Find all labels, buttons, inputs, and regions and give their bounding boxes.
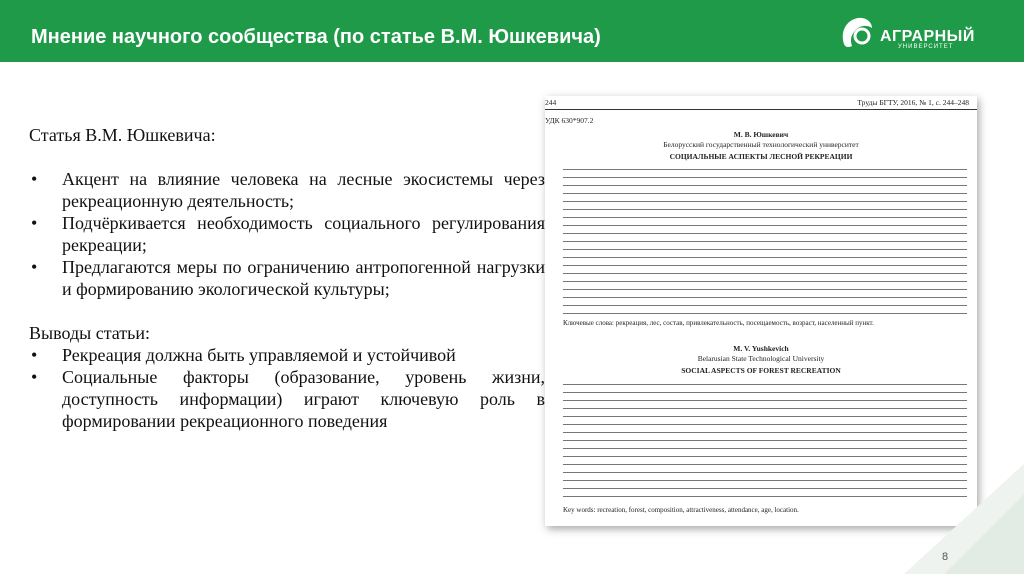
conclusions-title: Выводы статьи: — [29, 323, 151, 343]
article-affiliation-ru: Белорусский государственный технологический университет — [663, 140, 859, 149]
article-title-en: SOCIAL ASPECTS OF FOREST RECREATION — [681, 366, 841, 375]
slide-page-number: 8 — [942, 551, 949, 563]
article-affiliation-en: Belarusian State Technological University — [697, 354, 825, 363]
bullet-item: • Предлагаются меры по ограничению антропогенной нагрузки и формированию экологической культуры; — [29, 256, 545, 300]
article-udk: УДК 630*907.2 — [545, 116, 594, 125]
article-keywords-en: Key words: recreation, forest, composition, attractiveness, attendance, age, location. — [563, 506, 799, 514]
logo-subtitle: УНИВЕРСИТЕТ — [898, 44, 954, 50]
leaf-logo-icon — [836, 14, 880, 54]
logo-name: АГРАРНЫЙ — [880, 28, 975, 45]
conclusion-item: • Рекреация должна быть управляемой и устойчивой — [29, 344, 545, 366]
article-author-en: M. V. Yushkevich — [733, 344, 789, 353]
slide-text — [29, 124, 545, 432]
conclusions-list — [29, 344, 545, 432]
article-title-ru: СОЦИАЛЬНЫЕ АСПЕКТЫ ЛЕСНОЙ РЕКРЕАЦИИ — [669, 152, 853, 161]
header-bar — [0, 0, 1024, 62]
intro-text: Статья В.М. Юшкевича: — [29, 125, 216, 145]
article-author-ru: М. В. Юшкевич — [733, 130, 789, 139]
corner-decoration — [844, 464, 1024, 574]
article-page-number: 244 — [545, 98, 557, 107]
bullet-list — [29, 168, 545, 300]
conclusion-item: • Социальные факторы (образование, уровень жизни, доступность информации) играют ключевую роль в формировании рекреационного поведения — [29, 366, 545, 432]
university-logo — [836, 14, 1016, 54]
article-journal: Труды БГТУ, 2016, № 1, с. 244–248 — [857, 98, 969, 107]
bullet-item: • Акцент на влияние человека на лесные экосистемы через рекреационную деятельность; — [29, 168, 545, 212]
bullet-item: • Подчёркивается необходимость социального регулирования рекреации; — [29, 212, 545, 256]
article-header — [545, 98, 969, 108]
article-scan — [545, 96, 977, 526]
article-keywords-ru: Ключевые слова: рекреация, лес, состав, привлекательность, посещаемость, возраст, населенный пункт. — [563, 319, 874, 327]
slide-title: Мнение научного сообщества (по статье В.М. Юшкевича) — [31, 26, 601, 48]
